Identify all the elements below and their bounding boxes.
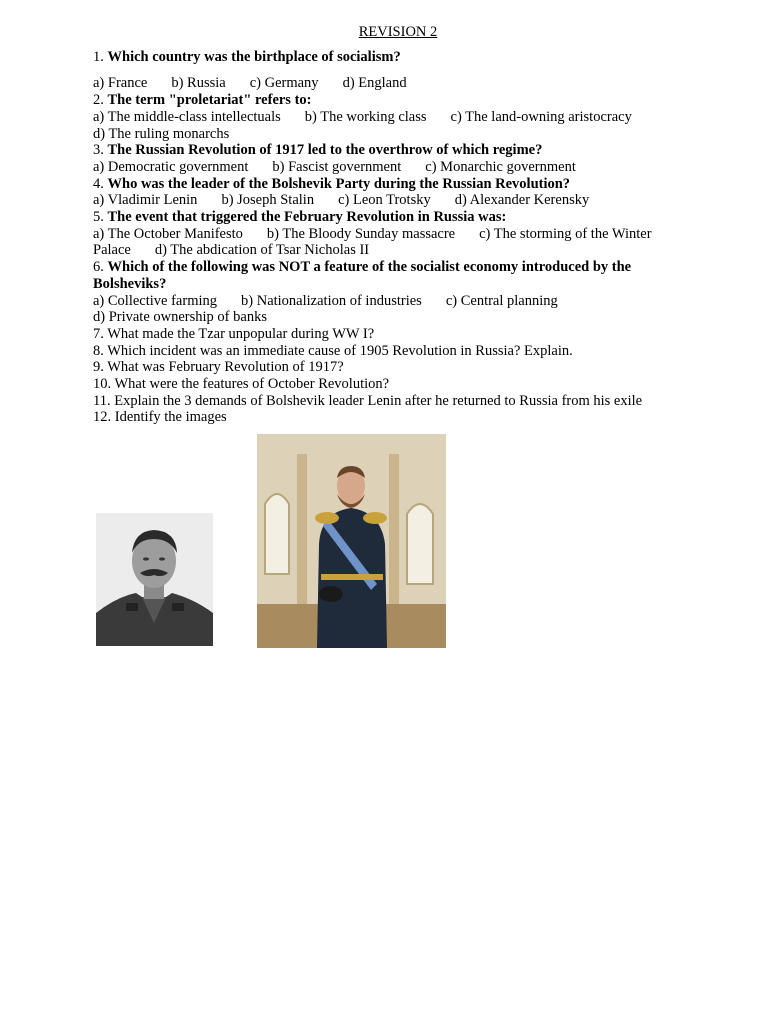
- question-text: What were the features of October Revolution?: [114, 376, 390, 393]
- question-10: 10. What were the features of October Revolution?: [93, 376, 390, 393]
- question-12: 12. Identify the images: [93, 409, 227, 426]
- question-text: Explain the 3 demands of Bolshevik leader Lenin after he returned to Russia from his exile: [114, 392, 643, 409]
- portrait-image-1: [96, 513, 213, 646]
- options-1: [93, 75, 703, 92]
- page-title: REVISION 2: [358, 24, 438, 40]
- options-4: [93, 192, 703, 209]
- portrait-image-2: [257, 434, 446, 648]
- options-6a: [93, 293, 703, 310]
- option: d) Alexander Kerensky: [454, 192, 590, 209]
- portrait-illustration: [96, 513, 213, 646]
- question-1: 1. Which country was the birthplace of socialism?: [93, 48, 401, 65]
- option: b) Fascist government: [272, 158, 402, 175]
- option: b) Nationalization of industries: [241, 292, 422, 309]
- worksheet: [93, 24, 703, 426]
- question-4: 4. Who was the leader of the Bolshevik Party during the Russian Revolution?: [93, 175, 571, 192]
- question-text: What was February Revolution of 1917?: [107, 359, 344, 376]
- option: c) Germany: [249, 75, 319, 92]
- question-8: 8. Which incident was an immediate cause of 1905 Revolution in Russia? Explain.: [93, 342, 573, 359]
- question-5: 5. The event that triggered the February Revolution in Russia was:: [93, 209, 507, 226]
- option: a) France: [93, 75, 148, 92]
- question-7: 7. What made the Tzar unpopular during WW I?: [93, 325, 375, 342]
- option: c) Monarchic government: [425, 158, 576, 175]
- options-5a: [93, 226, 703, 243]
- question-text: Identify the images: [114, 409, 227, 426]
- option: Palace: [93, 242, 131, 259]
- question-6: 6. Which of the following was NOT a feature of the socialist economy introduced by the Bolsheviks?: [93, 259, 632, 292]
- question-9: 9. What was February Revolution of 1917?: [93, 359, 344, 376]
- question-text: The term "proletariat" refers to:: [107, 92, 312, 109]
- options-2a: [93, 109, 703, 126]
- option: a) Collective farming: [93, 292, 218, 309]
- question-2: 2. The term "proletariat" refers to:: [93, 92, 312, 109]
- option: a) The October Manifesto: [93, 225, 243, 242]
- option: c) The storming of the Winter: [479, 225, 652, 242]
- question-text: What made the Tzar unpopular during WW I?: [107, 325, 375, 342]
- option: a) Vladimir Lenin: [93, 192, 198, 209]
- options-5b: [93, 242, 703, 259]
- option: a) Democratic government: [93, 158, 249, 175]
- options-2b: [93, 126, 703, 143]
- question-text: Which of the following was NOT a feature of the socialist economy introduced by the Bolsheviks?: [93, 259, 632, 292]
- option: c) Central planning: [445, 292, 558, 309]
- option: c) Leon Trotsky: [338, 192, 431, 209]
- question-text: The event that triggered the February Revolution in Russia was:: [107, 209, 507, 226]
- option: d) Private ownership of banks: [93, 309, 267, 326]
- option: b) The Bloody Sunday massacre: [266, 225, 456, 242]
- question-text: The Russian Revolution of 1917 led to the overthrow of which regime?: [107, 142, 543, 159]
- option: b) Joseph Stalin: [221, 192, 315, 209]
- portrait-painting-illustration: [257, 434, 446, 648]
- question-11: 11. Explain the 3 demands of Bolshevik leader Lenin after he returned to Russia from his exile: [93, 392, 643, 409]
- options-6b: [93, 309, 703, 326]
- option: d) The abdication of Tsar Nicholas II: [154, 242, 370, 259]
- options-3: [93, 159, 703, 176]
- option: b) The working class: [304, 108, 427, 125]
- question-text: Which incident was an immediate cause of 1905 Revolution in Russia? Explain.: [107, 342, 573, 359]
- option: a) The middle-class intellectuals: [93, 108, 281, 125]
- option: d) The ruling monarchs: [93, 125, 230, 142]
- option: c) The land-owning aristocracy: [450, 108, 632, 125]
- option: d) England: [342, 75, 407, 92]
- option: b) Russia: [171, 75, 226, 92]
- question-3: 3. The Russian Revolution of 1917 led to the overthrow of which regime?: [93, 142, 543, 159]
- question-text: Which country was the birthplace of socialism?: [107, 48, 401, 65]
- question-text: Who was the leader of the Bolshevik Party during the Russian Revolution?: [107, 175, 571, 192]
